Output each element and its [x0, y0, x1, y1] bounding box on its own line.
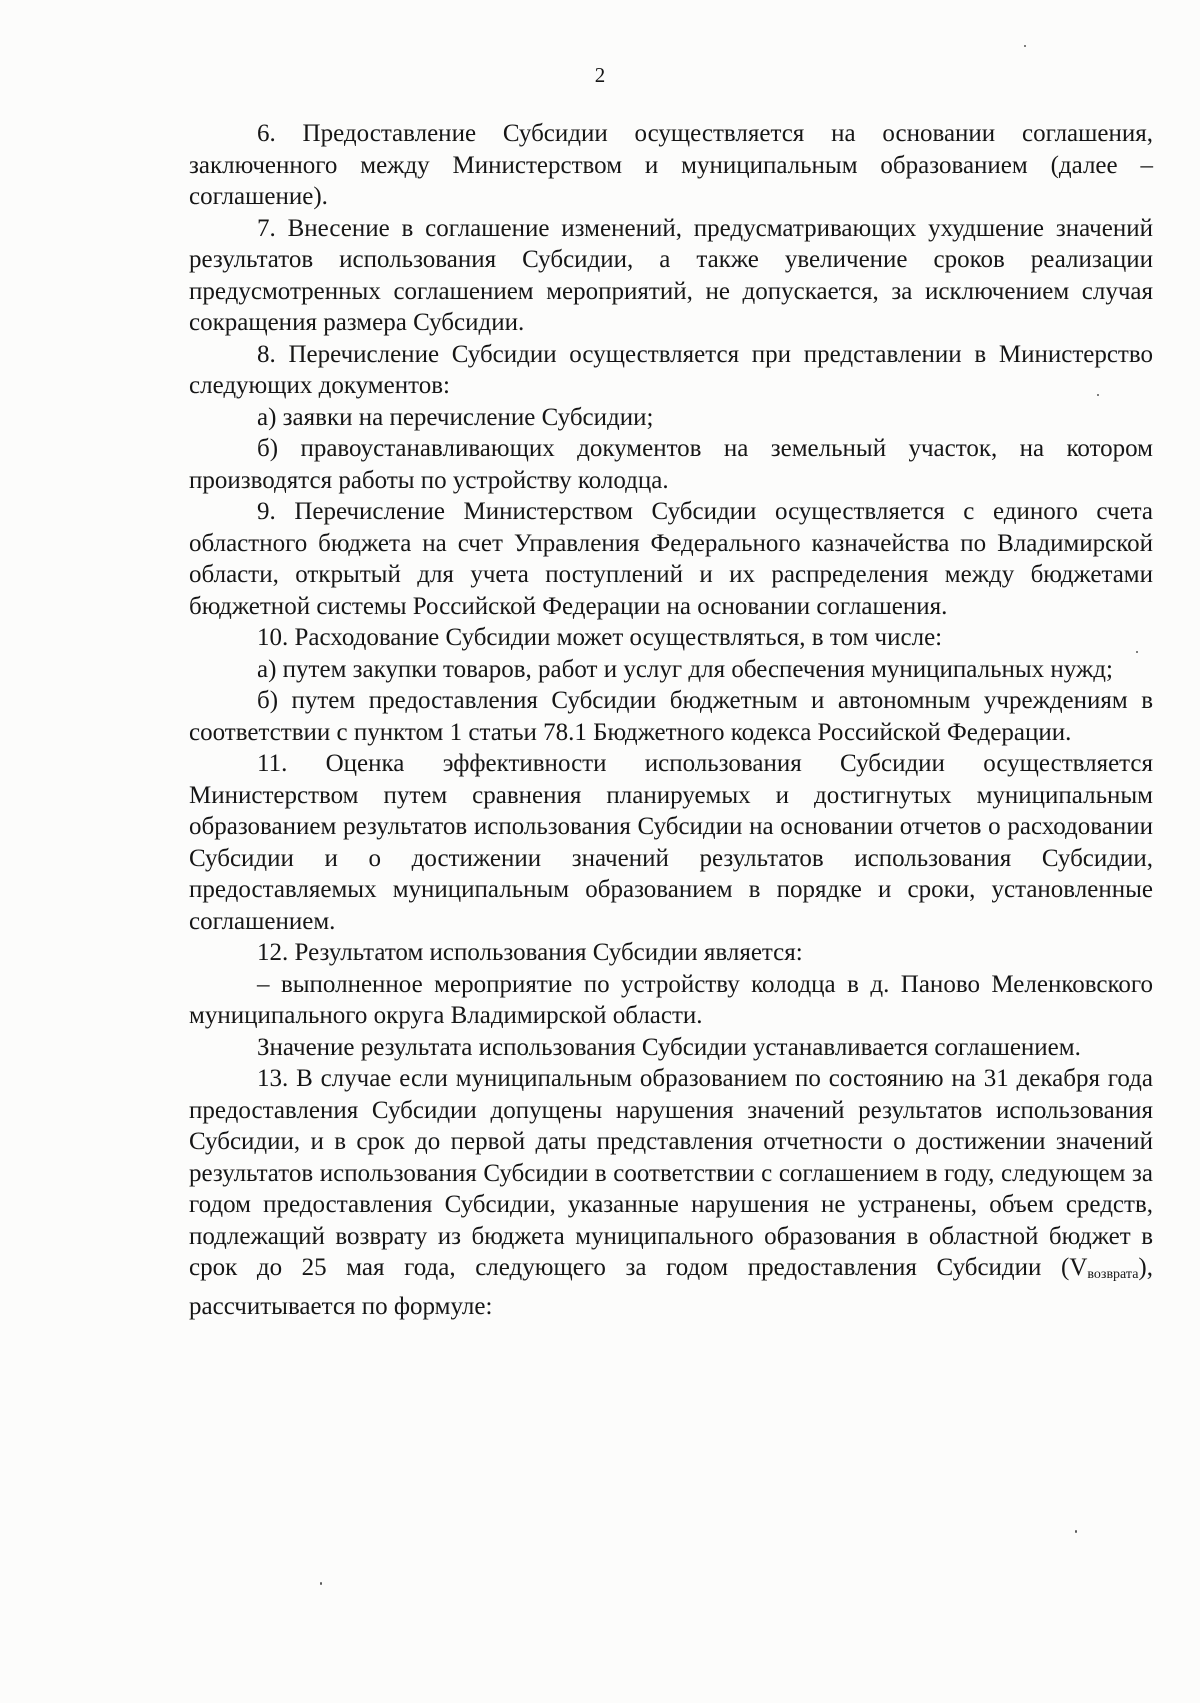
paragraph-10a: а) путем закупки товаров, работ и услуг для обеспечения муниципальных нужд; [257, 655, 1113, 683]
formula-symbol: V [1069, 1254, 1088, 1281]
page-number: 2 [594, 63, 606, 87]
paragraph-9: 9. Перечисление Министерством Субсидии осуществляется с единого счета областного бюджета на счет Управления Федерального казначейства по Владимирской области, открытый для учета поступлений и их распределения между бюджетами бюджетной системы Российской Федерации на основании соглашения. [189, 498, 1153, 620]
scan-speck [320, 1582, 322, 1585]
paragraph-13-tail: ), рассчитывается по формуле: [189, 1254, 1153, 1320]
scan-speck [1097, 394, 1099, 396]
paragraph-13 [189, 1063, 1153, 1322]
paragraph-8a: а) заявки на перечисление Субсидии; [257, 403, 654, 431]
document-body [189, 118, 1153, 1322]
scan-speck [1024, 45, 1026, 47]
paragraph-10: 10. Расходование Субсидии может осуществляться, в том числе: [257, 624, 943, 651]
paragraph-12: 12. Результатом использования Субсидии является: [257, 939, 803, 966]
paragraph-6: 6. Предоставление Субсидии осуществляется на основании соглашения, заключенного между Министерством и муниципальным образованием (далее – соглашение). [189, 120, 1153, 210]
scan-speck [1136, 651, 1138, 653]
scan-speck [1075, 1530, 1077, 1533]
paragraph-12-value: Значение результата использования Субсидии устанавливается соглашением. [257, 1033, 1081, 1061]
formula-symbol-subscript: возврата [1087, 1267, 1139, 1282]
paragraph-12-result: – выполненное мероприятие по устройству колодца в д. Паново Меленковского муниципального округа Владимирской области. [189, 970, 1153, 1029]
paragraph-11: 11. Оценка эффективности использования Субсидии осуществляется Министерством путем сравнения планируемых и достигнутых муниципальным образованием результатов использования Субсидии на основании отчетов о расходовании Субсидии и о достижении значений результатов использования Субсидии, предоставляемых муниципальным образованием в порядке и сроки, установленные соглашением. [189, 750, 1153, 935]
paragraph-13-text: 13. В случае если муниципальным образованием по состоянию на 31 декабря года предоставления Субсидии допущены нарушения значений результатов использования Субсидии, и в срок до первой даты представления отчетности о достижении значений результатов использования Субсидии в соответствии с соглашением в году, следующем за годом предоставления Субсидии, указанные нарушения не устранены, объем средств, подлежащий возврату из бюджета муниципального образования в областной бюджет в срок до 25 мая года, следующего за годом предоставления Субсидии ( [189, 1065, 1153, 1281]
paragraph-10b: б) путем предоставления Субсидии бюджетным и автономным учреждениям в соответствии с пунктом 1 статьи 78.1 Бюджетного кодекса Российской Федерации. [189, 687, 1153, 746]
paragraph-8: 8. Перечисление Субсидии осуществляется при представлении в Министерство следующих документов: [189, 340, 1153, 399]
paragraph-8b: б) правоустанавливающих документов на земельный участок, на котором производятся работы по устройству колодца. [189, 435, 1153, 494]
paragraph-7: 7. Внесение в соглашение изменений, предусматривающих ухудшение значений результатов использования Субсидии, а также увеличение сроков реализации предусмотренных соглашением мероприятий, не допускается, за исключением случая сокращения размера Субсидии. [189, 214, 1153, 336]
